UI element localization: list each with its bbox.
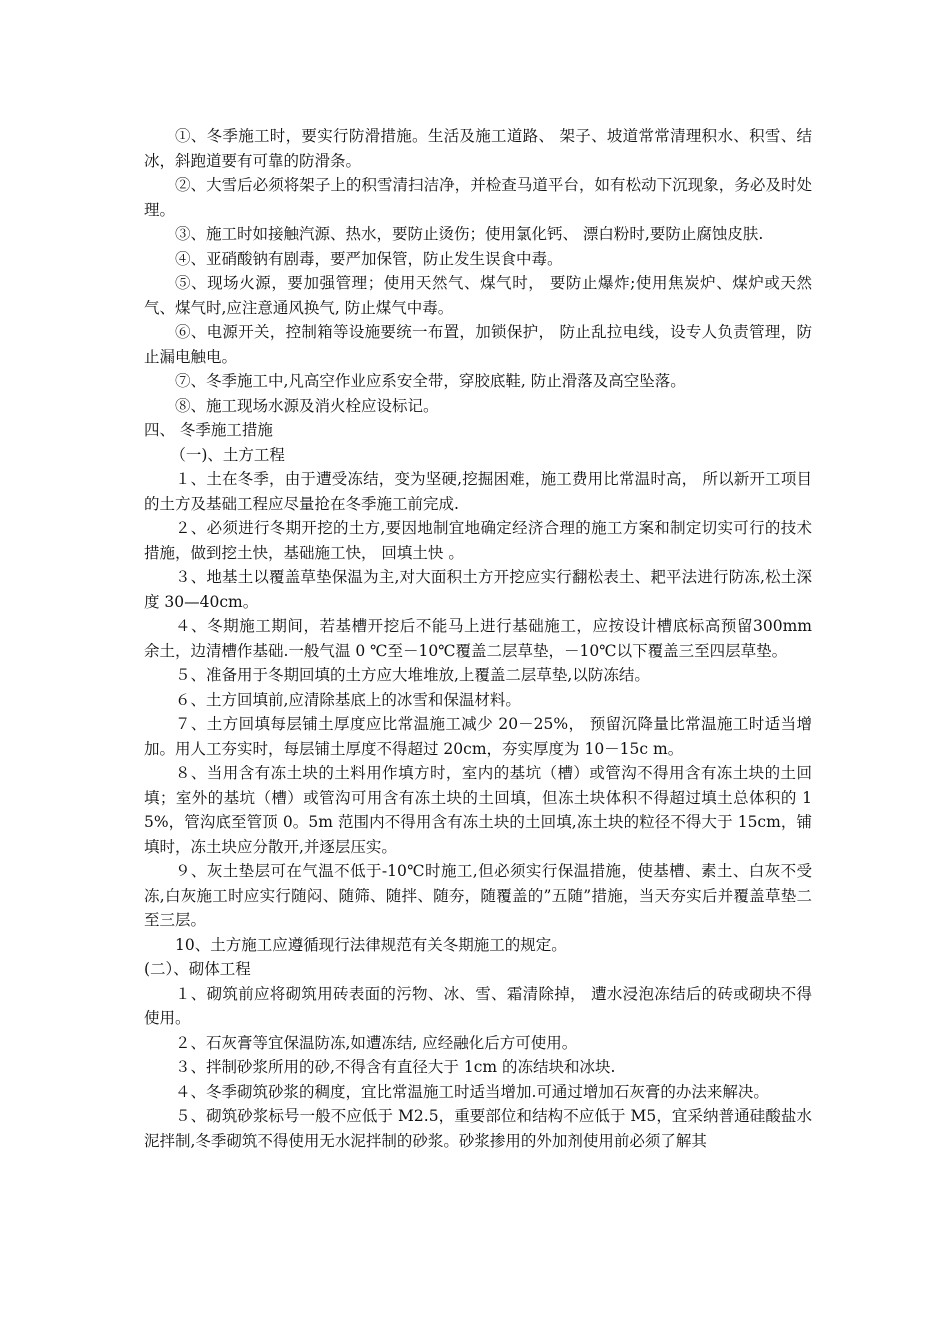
paragraph: ４、冬期施工期间，若基槽开挖后不能马上进行基础施工，应按设计槽底标高预留300mm 余土，边清槽作基础.一般气温 0 ℃至－10℃覆盖二层草垫，－10℃以下覆盖三至四层草垫。 xyxy=(144,617,812,660)
paragraph: ９、灰土垫层可在气温不低于-10℃时施工,但必须实行保温措施，使基槽、素土、白灰不受冻,白灰施工时应实行随闷、随筛、随拌、随夯，随覆盖的”五随”措施，当天夯实后并覆盖草垫二至三层。 xyxy=(144,862,812,929)
paragraph: ③、施工时如接触汽源、热水，要防止烫伤；使用氯化钙、 漂白粉时,要防止腐蚀皮肤. xyxy=(175,225,764,243)
paragraph: ６、土方回填前,应清除基底上的冰雪和保温材料。 xyxy=(175,690,521,709)
paragraph: ５、砌筑砂浆标号一般不应低于 M2.5，重要部位和结构不应低于 M5，宜采纳普通硅酸盐水泥拌制,冬季砌筑不得使用无水泥拌制的砂浆。砂浆掺用的外加剂使用前必须了解其 xyxy=(144,1107,812,1150)
paragraph: ３、地基土以覆盖草垫保温为主,对大面积土方开挖应实行翻松表土、耙平法进行防冻,松土深度 30—40cm。 xyxy=(144,568,812,611)
paragraph: ⑥、电源开关，控制箱等设施要统一布置，加锁保护， 防止乱拉电线，设专人负责管理，防止漏电触电。 xyxy=(144,323,812,366)
document-body xyxy=(144,124,812,1153)
paragraph: ７、土方回填每层铺土厚度应比常温施工减少 20－25%， 预留沉降量比常温施工时适当增加。用人工夯实时，每层铺土厚度不得超过 20cm，夯实厚度为 10－15c m。 xyxy=(144,715,812,758)
paragraph: ①、冬季施工时，要实行防滑措施。生活及施工道路、 架子、坡道常常清理积水、积雪、结冰，斜跑道要有可靠的防滑条。 xyxy=(144,127,812,170)
paragraph: １、砌筑前应将砌筑用砖表面的污物、冰、雪、霜清除掉， 遭水浸泡冻结后的砖或砌块不得使用。 xyxy=(144,984,812,1027)
paragraph: ５、准备用于冬期回填的土方应大堆堆放,上覆盖二层草垫,以防冻结。 xyxy=(175,666,650,684)
paragraph: ４、冬季砌筑砂浆的稠度，宜比常温施工时适当增加.可通过增加石灰膏的办法来解决。 xyxy=(175,1082,769,1101)
paragraph: １、土在冬季，由于遭受冻结，变为坚硬,挖掘困难，施工费用比常温时高， 所以新开工项目的土方及基础工程应尽量抢在冬季施工前完成. xyxy=(144,470,812,513)
paragraph: ⑤、现场火源，要加强管理；使用天然气、煤气时， 要防止爆炸;使用焦炭炉、煤炉或天然气、煤气时,应注意通风换气, 防止煤气中毒。 xyxy=(144,274,812,317)
paragraph: (二）、砌体工程 xyxy=(144,960,251,978)
paragraph: ３、拌制砂浆所用的砂,不得含有直径大于 1cm 的冻结块和冰块. xyxy=(175,1058,616,1076)
paragraph: ⑧、施工现场水源及消火栓应设标记。 xyxy=(175,396,439,415)
paragraph: ②、大雪后必须将架子上的积雪清扫洁净，并检查马道平台，如有松动下沉现象，务必及时处理。 xyxy=(144,176,812,219)
paragraph: ２、石灰膏等宜保温防冻,如遭冻结, 应经融化后方可使用。 xyxy=(175,1033,578,1052)
paragraph: ８、当用含有冻土块的土料用作填方时，室内的基坑（槽）或管沟不得用含有冻土块的土回填；室外的基坑（槽）或管沟可用含有冻土块的土回填，但冻土块体积不得超过填土总体积的 15%，管沟底至管顶 0。5m 范围内不得用含有冻土块的土回填,冻土块的粒径不得大于 15cm，铺填时，冻土块应分散开,并逐层压实。 xyxy=(144,764,812,856)
paragraph: ２、必须进行冬期开挖的土方,要因地制宜地确定经济合理的施工方案和制定切实可行的技术措施，做到挖土快，基础施工快， 回填土快 。 xyxy=(144,519,812,562)
paragraph: （一)、土方工程 xyxy=(170,445,285,464)
paragraph: ④、亚硝酸钠有剧毒，要严加保管，防止发生误食中毒。 xyxy=(175,249,563,268)
paragraph: ⑦、冬季施工中,凡高空作业应系安全带，穿胶底鞋, 防止滑落及高空坠落。 xyxy=(175,372,686,390)
paragraph: 10、土方施工应遵循现行法律规范有关冬期施工的规定。 xyxy=(175,935,567,954)
paragraph: 四、 冬季施工措施 xyxy=(144,421,273,439)
